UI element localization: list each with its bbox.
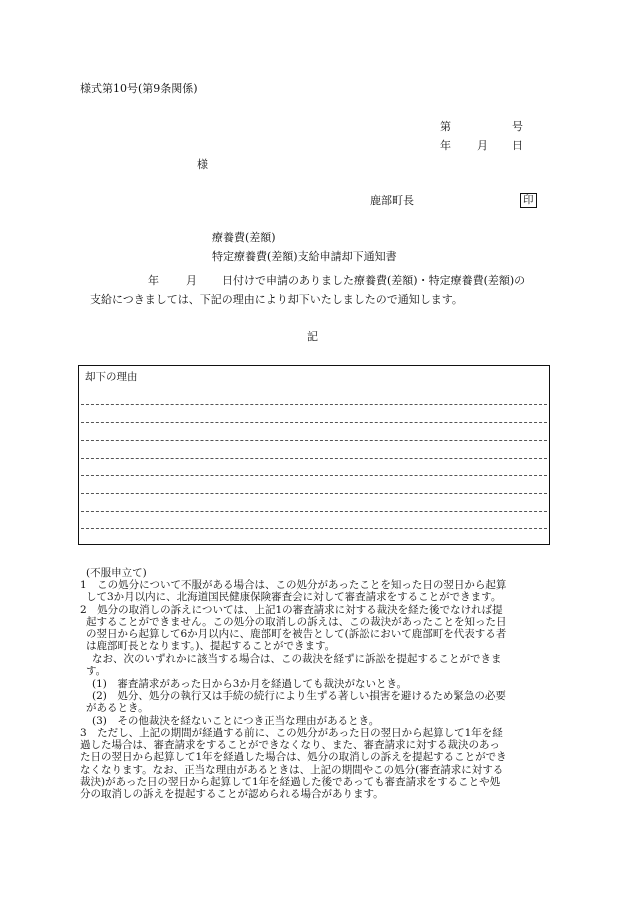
notes-line: は鹿部町長となります。)、提起することができます。 — [86, 640, 336, 652]
notes-line: 過した場合は、審査請求をすることができなくなり、また、審査請求に対する裁決のあっ — [80, 739, 500, 751]
ki-heading: 記 — [307, 330, 318, 343]
body-line-2: 支給につきましては、下記の理由により却下いたしましたので通知します。 — [90, 293, 463, 306]
rejection-reason-box — [78, 365, 550, 545]
body-month: 月 — [186, 274, 197, 287]
notes-line: (3) その他裁決を経ないことにつき正当な理由があるとき。 — [92, 715, 380, 727]
reason-entry-line — [81, 404, 547, 405]
body-year: 年 — [148, 274, 159, 287]
seal-mark: 印 — [520, 193, 537, 208]
reason-entry-line — [81, 475, 547, 476]
form-number: 様式第10号(第9条関係) — [80, 82, 198, 95]
reason-entry-line — [81, 440, 547, 441]
notes-line: た日の翌日から起算して1年を経過した場合は、処分の取消しの訴えを提起することができ — [80, 751, 507, 763]
notes-heading: (不服申立て) — [86, 567, 147, 579]
notes-line: 3 ただし、上記の期間が経過する前に、この処分があった日の翌日から起算して1年を経 — [80, 727, 503, 739]
notes-line: して3か月以内に、北海道国民健康保険審査会に対して審査請求をすることができます。 — [86, 591, 502, 603]
addressee-honorific: 様 — [197, 158, 208, 171]
title-line-1: 療養費(差額) — [212, 231, 276, 244]
notes-line: 裁決)があった日の翌日から起算して1年を経過した後であっても審査請求をすることや処 — [80, 776, 501, 788]
notes-line: (1) 審査請求があった日から3か月を経過しても裁決がないとき。 — [92, 678, 408, 690]
reason-entry-line — [81, 528, 547, 529]
notes-line: なくなります。なお、正当な理由があるときは、上記の期間やこの処分(審査請求に対する — [80, 764, 504, 776]
notes-line: なお、次のいずれかに該当する場合は、この裁決を経ずに訴訟を提起することができま — [92, 653, 502, 665]
notes-line: す。 — [86, 665, 107, 677]
reason-entry-line — [81, 458, 547, 459]
reason-entry-line — [81, 422, 547, 423]
notes-line: があるとき。 — [86, 702, 149, 714]
notes-line: (2) 処分、処分の執行又は手続の続行により生ずる著しい損害を避けるため緊急の必要 — [92, 690, 506, 702]
reason-entry-line — [81, 493, 547, 494]
date-month: 月 — [477, 139, 488, 152]
reason-entry-line — [81, 511, 547, 512]
notes-line: 分の取消しの訴えを提起することが認められる場合があります。 — [80, 788, 384, 800]
document-number-prefix: 第 — [440, 120, 451, 133]
notes-line: 起することができません。この処分の取消しの訴えは、この裁決があったことを知った日 — [86, 616, 507, 628]
body-line-1: 日付けで申請のありました療養費(差額)・特定療養費(差額)の — [222, 274, 526, 287]
notes-line: 1 この処分について不服がある場合は、この処分があったことを知った日の翌日から起算 — [80, 579, 507, 591]
rejection-reason-label: 却下の理由 — [85, 371, 138, 383]
document-number-suffix: 号 — [512, 120, 523, 133]
date-day: 日 — [512, 139, 523, 152]
title-line-2: 特定療養費(差額)支給申請却下通知書 — [212, 250, 397, 263]
notes-line: の翌日から起算して6か月以内に、鹿部町を被告として(訴訟において鹿部町を代表する者 — [86, 628, 507, 640]
date-year: 年 — [440, 139, 451, 152]
notes-line: 2 処分の取消しの訴えについては、上記1の審査請求に対する裁決を経た後でなければ提 — [80, 604, 503, 616]
issuer: 鹿部町長 — [370, 194, 414, 207]
